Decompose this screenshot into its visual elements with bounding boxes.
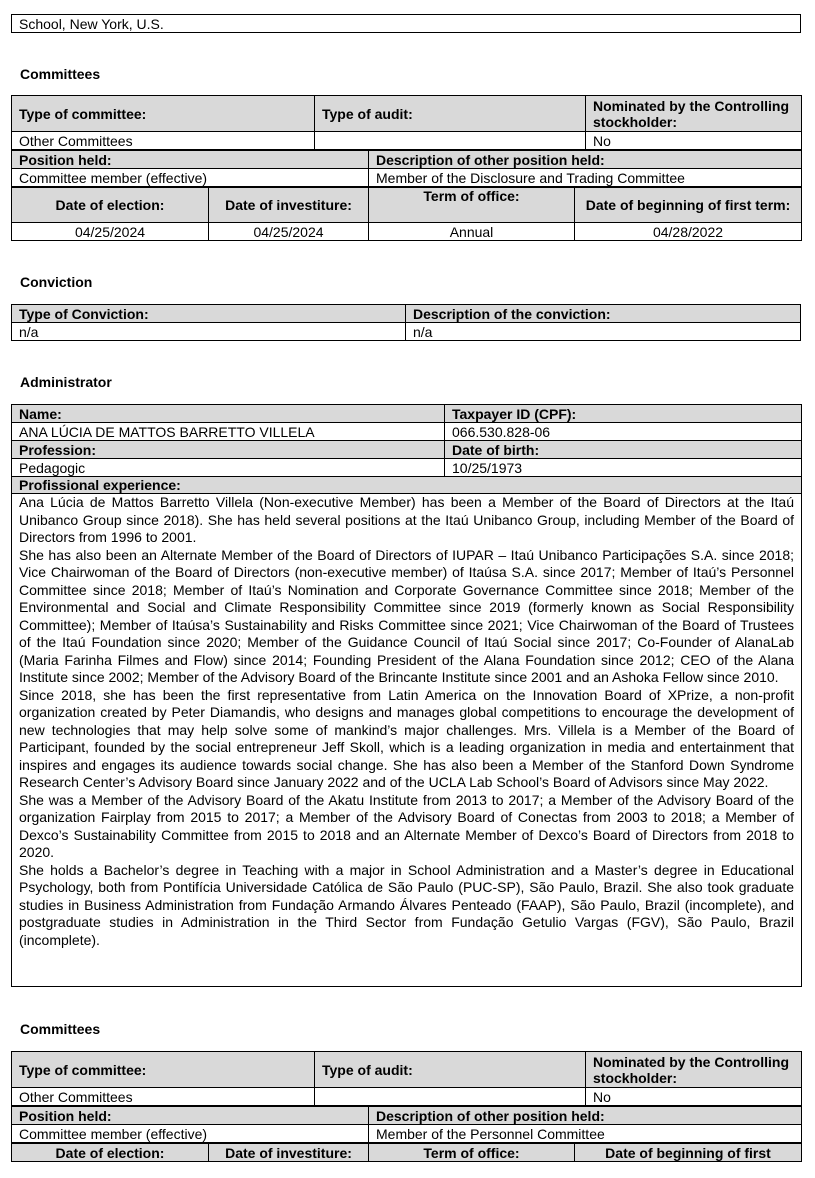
value-description-position: Member of the Disclosure and Trading Committee	[369, 169, 802, 187]
header-first-term: Date of beginning of first term:	[575, 188, 802, 223]
experience-paragraph: Ana Lúcia de Mattos Barretto Villela (Non-executive Member) has been a Member of the Board of Directors at the Itaú Unibanco Group since 2018). She has held several positions at the Itaú Unibanco Group, including Member of the Board of Directors from 1996 to 2001.	[19, 494, 794, 545]
value-position-held: Committee member (effective)	[12, 169, 369, 187]
header-nominated: Nominated by the Controlling stockholder:	[586, 1052, 802, 1088]
top-row-cell: School, New York, U.S.	[12, 15, 801, 33]
value-description-conviction: n/a	[406, 323, 801, 341]
header-profession: Profession:	[12, 441, 445, 459]
header-type-of-audit: Type of audit:	[315, 96, 586, 132]
committees-heading-1: Committees	[20, 66, 101, 82]
committees-table-1	[11, 95, 801, 241]
committees-heading-2: Committees	[20, 1021, 101, 1037]
header-professional-experience: Profissional experience:	[12, 477, 802, 494]
value-cpf: 066.530.828-06	[445, 423, 802, 441]
header-term-of-office: Term of office:	[369, 1144, 575, 1162]
value-name: ANA LÚCIA DE MATTOS BARRETTO VILLELA	[12, 423, 445, 441]
value-type-of-committee: Other Committees	[12, 1088, 315, 1106]
header-date-of-investiture: Date of investiture:	[209, 188, 369, 223]
value-nominated: No	[586, 132, 802, 150]
committees-table-2	[11, 1051, 801, 1162]
value-first-term: 04/28/2022	[575, 223, 802, 241]
value-description-position: Member of the Personnel Committee	[369, 1125, 802, 1143]
conviction-heading: Conviction	[20, 274, 93, 290]
value-term-of-office: Annual	[369, 223, 575, 241]
value-type-of-audit	[315, 132, 586, 150]
value-date-of-election: 04/25/2024	[12, 223, 209, 241]
header-nominated: Nominated by the Controlling stockholder:	[586, 96, 802, 132]
value-date-of-birth: 10/25/1973	[445, 459, 802, 477]
experience-paragraph: She has also been an Alternate Member of the Board of Directors of IUPAR – Itaú Unibanco Participações S.A. since 2018; Vice Chairwoman of the Board of Directors (non-executive member) of Itaúsa S.A. since 2017; Member of Itaú’s Personnel Committee since 2018; Member of Itaú’s Nomination and Corporate Governance Committee since 2018; Member of the Environmental and Social and Climate Responsibility Committee since 2019 (formerly known as Social Responsibility Committee); Member of Itaúsa’s Sustainability and Risks Committee since 2021; Vice Chairwoman of the Board of Trustees of the Itaú Foundation since 2020; Member of the Guidance Council of Itaú Social since 2017; Co-Founder of AlanaLab (Maria Farinha Filmes and Flow) since 2014; Founding President of the Alana Foundation since 2012; CEO of the Alana Institute since 2002; Member of the Advisory Board of the Brincante Institute since 2001 and an Ashoka Fellow since 2010.	[19, 546, 794, 685]
professional-experience-text	[12, 494, 802, 987]
header-date-of-election: Date of election:	[12, 1144, 209, 1162]
experience-paragraph: Since 2018, she has been the first representative from Latin America on the Innovation Board of XPrize, a non-profit organization created by Peter Diamandis, who designs and manages global competitions to encourage the development of new technologies that may help solve some of mankind’s major challenges. Mrs. Villela is a Member of the Board of Participant, founded by the social entrepreneur Jeff Skoll, which is a leading organization in media and entertainment that inspires and engages its audience towards social change. She has also been a Member of the Stanford Down Syndrome Research Center’s Advisory Board since January 2022 and of the UCLA Lab School’s Board of Advisors since May 2022.	[19, 686, 794, 790]
experience-paragraph: She was a Member of the Advisory Board of the Akatu Institute from 2013 to 2017; a Member of the Advisory Board of the organization Fairplay from 2015 to 2017; a Member of the Advisory Board of Conectas from 2003 to 2018; a Member of Dexco’s Sustainability Committee from 2015 to 2018 and an Alternate Member of Dexco’s Board of Directors from 2018 to 2020.	[19, 791, 794, 860]
header-name: Name:	[12, 405, 445, 423]
header-type-of-audit: Type of audit:	[315, 1052, 586, 1088]
value-position-held: Committee member (effective)	[12, 1125, 369, 1143]
value-nominated: No	[586, 1088, 802, 1106]
previous-table-tail	[11, 14, 801, 33]
experience-paragraph: She holds a Bachelor’s degree in Teaching with a major in School Administration and a Master’s degree in Educational Psychology, both from Pontifícia Universidade Católica de São Paulo (PUC-SP), São Paulo, Brazil. She also took graduate studies in Business Administration from Fundação Armando Álvares Penteado (FAAP), São Paulo, Brazil (incomplete), and postgraduate studies in Administration in the Third Sector from Fundação Getulio Vargas (FGV), São Paulo, Brazil (incomplete).	[19, 861, 794, 948]
header-first-term: Date of beginning of first	[575, 1144, 802, 1162]
header-date-of-election: Date of election:	[12, 188, 209, 223]
administrator-heading: Administrator	[20, 374, 112, 390]
value-date-of-investiture: 04/25/2024	[209, 223, 369, 241]
header-description-conviction: Description of the conviction:	[406, 305, 801, 323]
administrator-table	[11, 404, 801, 987]
value-type-of-conviction: n/a	[12, 323, 406, 341]
header-date-of-birth: Date of birth:	[445, 441, 802, 459]
header-position-held: Position held:	[12, 1107, 369, 1125]
header-type-of-committee: Type of committee:	[12, 96, 315, 132]
conviction-table	[11, 304, 800, 341]
value-profession: Pedagogic	[12, 459, 445, 477]
header-term-of-office: Term of office:	[369, 188, 575, 223]
header-position-held: Position held:	[12, 151, 369, 169]
value-type-of-committee: Other Committees	[12, 132, 315, 150]
header-type-of-committee: Type of committee:	[12, 1052, 315, 1088]
header-description-position: Description of other position held:	[369, 151, 802, 169]
header-type-of-conviction: Type of Conviction:	[12, 305, 406, 323]
header-description-position: Description of other position held:	[369, 1107, 802, 1125]
header-date-of-investiture: Date of investiture:	[209, 1144, 369, 1162]
value-type-of-audit	[315, 1088, 586, 1106]
header-cpf: Taxpayer ID (CPF):	[445, 405, 802, 423]
